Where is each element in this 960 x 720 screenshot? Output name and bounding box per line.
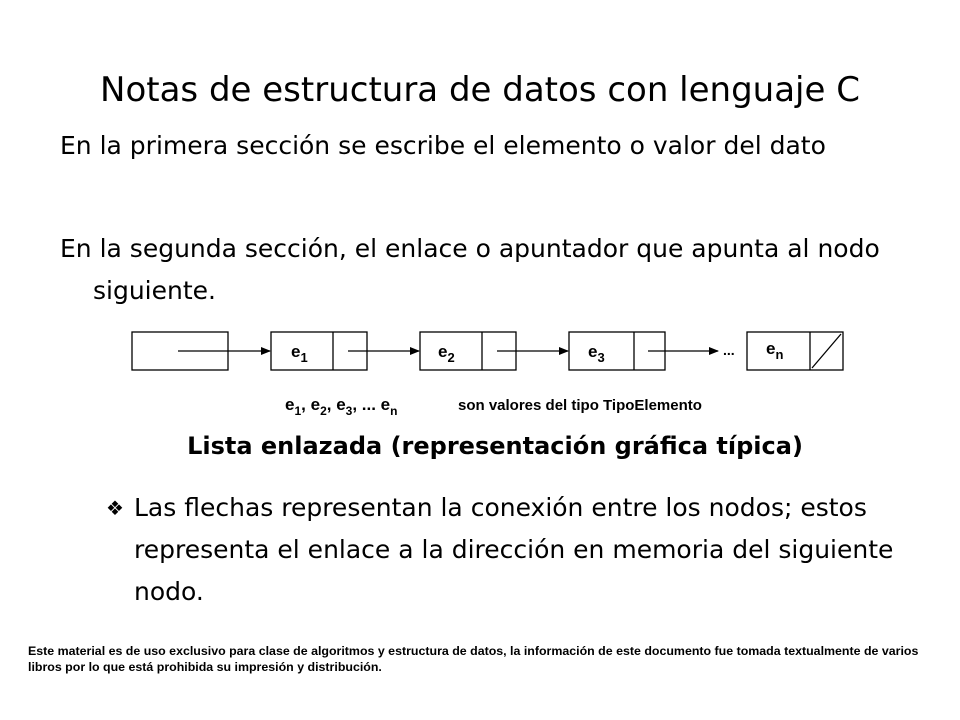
bullet-item — [106, 487, 926, 613]
null-pointer-slash — [812, 334, 841, 368]
node-n-label: $e_n$ — [766, 339, 784, 362]
legend-values: $e_1$, $e_2$, $e_3$, ... $e_n$ — [285, 395, 398, 418]
linked-list-diagram — [120, 318, 860, 423]
node-1-label: $e_1$ — [291, 342, 308, 365]
bullet-text: Las flechas representan la conexión entre los nodos; estos representa el enlace a la dirección en memoria del siguiente nodo. — [134, 493, 894, 606]
diamond-bullet-icon: ❖ — [106, 496, 124, 520]
node-2-label: $e_2$ — [438, 342, 455, 365]
ellipsis-label: ... — [723, 342, 735, 358]
slide-title: Notas de estructura de datos con lenguaje C — [100, 70, 860, 110]
diagram-caption: Lista enlazada (representación gráfica típica) — [187, 432, 803, 460]
list-node-n — [747, 332, 843, 370]
footer-disclaimer: Este material es de uso exclusivo para clase de algoritmos y estructura de datos, la información de este documento fue tomada textualmente de varios libros por lo que está prohibida su impresión y distribución. — [28, 644, 919, 674]
paragraph-first-section: En la primera sección se escribe el elemento o valor del dato — [60, 131, 826, 160]
paragraph-second-section: En la segunda sección, el enlace o apuntador que apunta al nodo siguiente. — [60, 234, 880, 305]
legend-description: son valores del tipo TipoElemento — [458, 397, 702, 414]
node-3-label: $e_3$ — [588, 342, 605, 365]
